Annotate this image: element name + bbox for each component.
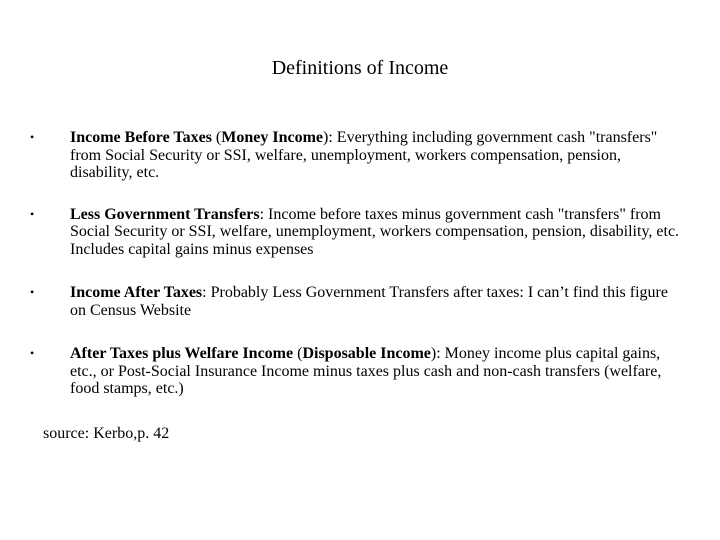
bullet-icon: • xyxy=(30,130,35,144)
bullet-icon: • xyxy=(30,285,35,299)
definitions-list xyxy=(30,129,680,422)
term-less-government-transfers: Less Government Transfers xyxy=(70,205,260,223)
list-item-income-before-taxes xyxy=(30,129,680,182)
definition-text: : Probably Less Government Transfers after taxes: I can’t find this figure on Census Website xyxy=(70,284,668,319)
term-money-income: Money Income xyxy=(221,129,324,146)
term-separator: ( xyxy=(293,345,303,362)
bullet-icon: • xyxy=(30,206,35,221)
slide-title: Definitions of Income xyxy=(271,57,449,79)
source-citation: source: Kerbo,p. 42 xyxy=(43,425,170,442)
term-separator: ( xyxy=(211,129,222,146)
term-income-before-taxes: Income Before Taxes xyxy=(70,129,212,146)
list-item-income-after-taxes xyxy=(30,284,680,319)
definition-text: ): Everything including government cash "transfers" from Social Security or SSI, welfare, unemployment, workers compensation, pension, disability, etc. xyxy=(70,129,658,181)
term-income-after-taxes: Income After Taxes xyxy=(70,284,203,301)
bullet-icon: • xyxy=(30,346,35,360)
term-disposable-income: Disposable Income xyxy=(302,345,431,362)
list-item-after-taxes-plus-welfare xyxy=(30,345,680,398)
term-after-taxes-plus-welfare-income: After Taxes plus Welfare Income xyxy=(70,345,294,362)
definition-text: ): Money income plus capital gains, etc., or Post-Social Insurance Income minus taxes plus cash and non-cash transfers (welfare, food stamps, etc.) xyxy=(70,345,662,397)
definition-text: : Income before taxes minus government cash "transfers" from Social Security or SSI, welfare, unemployment, workers compensation, pension, disability, etc. Includes capital gains minus expenses xyxy=(70,205,680,258)
list-item-less-government-transfers xyxy=(30,206,680,259)
